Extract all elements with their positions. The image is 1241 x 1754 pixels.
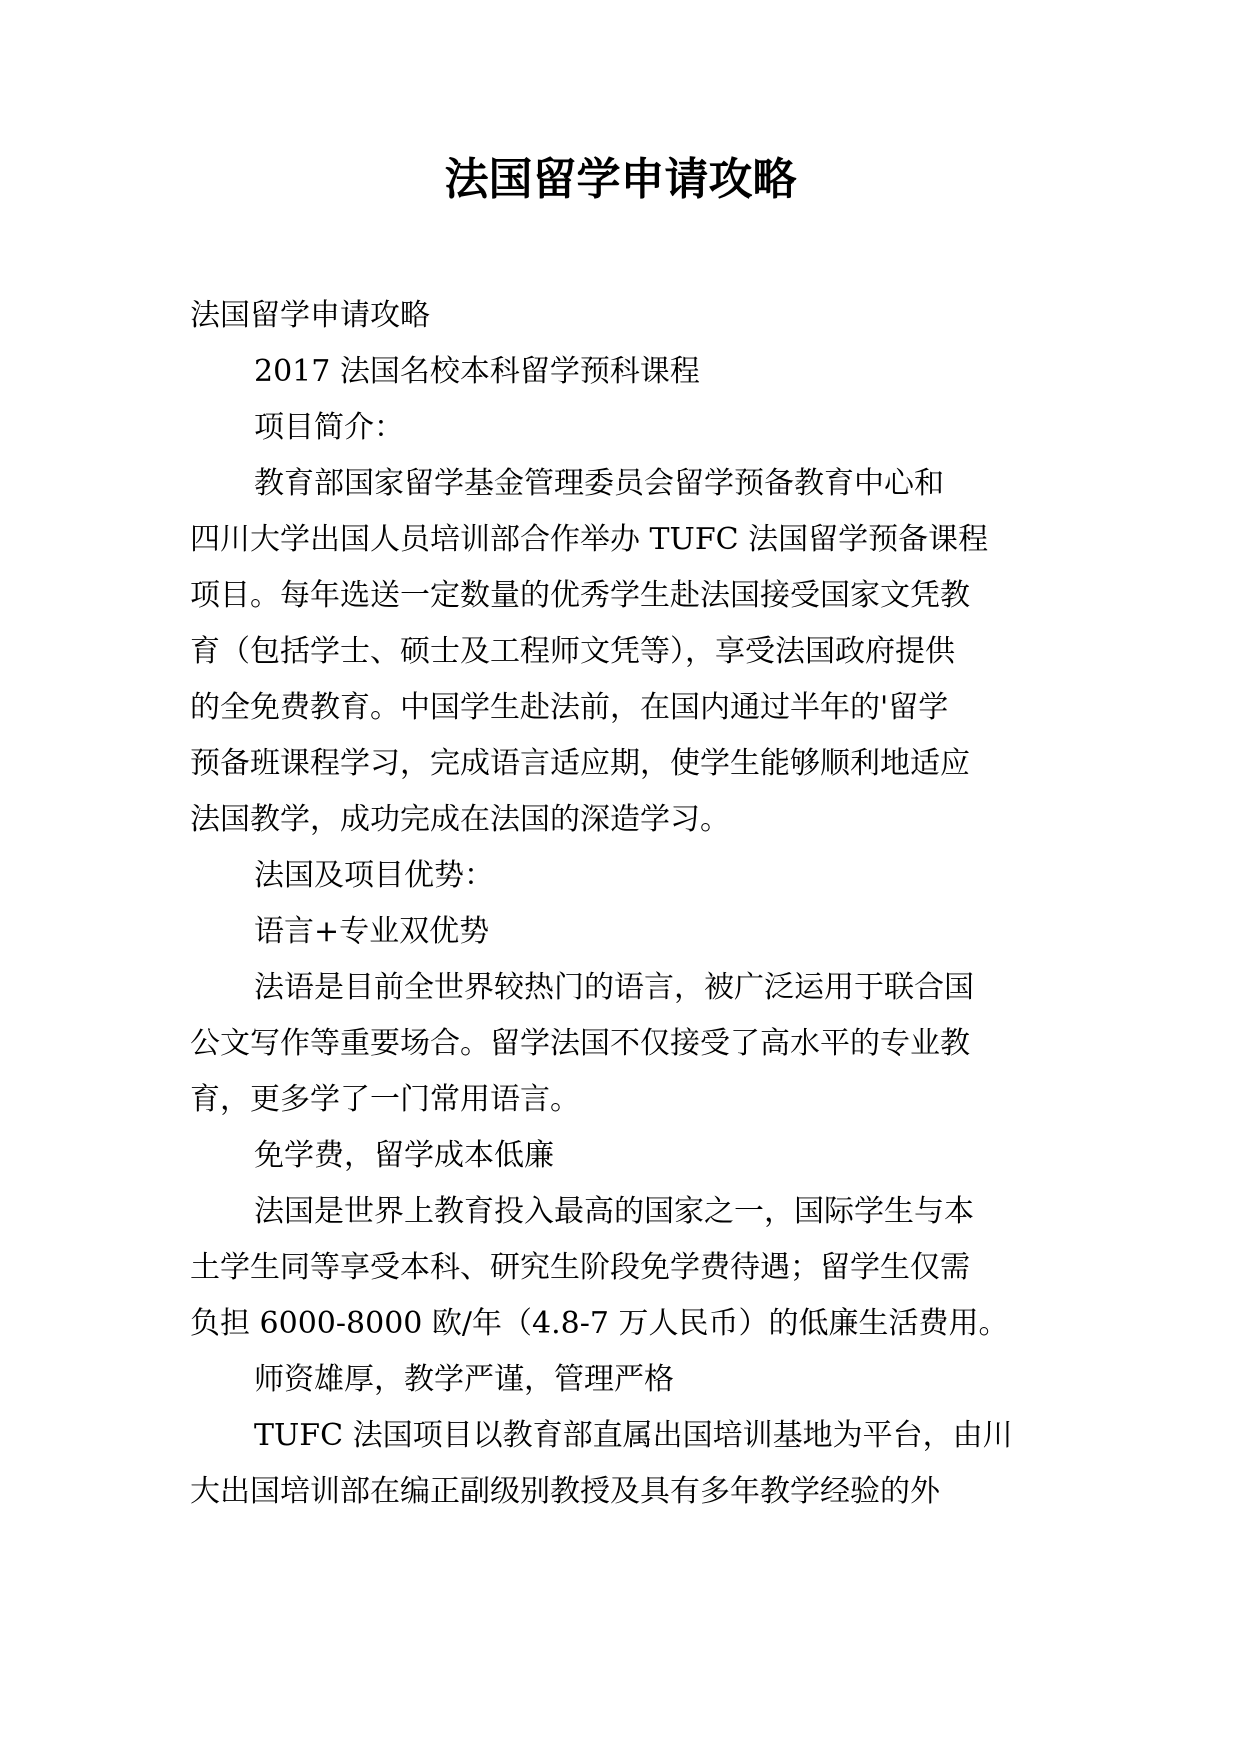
body-line-text: 2017 法国名校本科留学预科课程 <box>254 354 700 389</box>
body-line <box>190 512 1070 568</box>
body-line-text: 项目。每年选送一定数量的优秀学生赴法国接受国家文凭教 <box>190 578 970 613</box>
body-line <box>190 1072 1070 1128</box>
body-line-text: 四川大学出国人员培训部合作举办 TUFC 法国留学预备课程 <box>190 522 989 557</box>
body-line-text: 负担 6000-8000 欧/年（4.8-7 万人民币）的低廉生活费用。 <box>190 1306 1009 1341</box>
body-line <box>190 624 1070 680</box>
body-line <box>190 736 1070 792</box>
body-line <box>190 848 1070 904</box>
body-line-text: 项目简介： <box>254 410 404 445</box>
body-line-text: 法国留学申请攻略 <box>190 298 430 333</box>
body-line <box>190 904 1070 960</box>
body-line-text: 育，更多学了一门常用语言。 <box>190 1082 580 1117</box>
body-line <box>190 792 1070 848</box>
body-line <box>190 568 1070 624</box>
body-line <box>190 1352 1070 1408</box>
body-line-text: 大出国培训部在编正副级别教授及具有多年教学经验的外 <box>190 1474 940 1509</box>
body-line <box>190 288 1070 344</box>
body-line-text: 免学费，留学成本低廉 <box>254 1138 554 1173</box>
document-title: 法国留学申请攻略 <box>444 154 797 205</box>
body-line <box>190 1296 1070 1352</box>
body-line-text: 法国是世界上教育投入最高的国家之一，国际学生与本 <box>254 1194 974 1229</box>
body-line <box>190 1184 1070 1240</box>
body-line <box>190 1128 1070 1184</box>
body-line-text: 语言+专业双优势 <box>254 914 490 949</box>
body-line <box>190 344 1070 400</box>
body-line-text: TUFC 法国项目以教育部直属出国培训基地为平台，由川 <box>254 1418 1013 1453</box>
document-body <box>190 288 1070 1520</box>
body-line <box>190 960 1070 1016</box>
body-line <box>190 400 1070 456</box>
body-line-text: 师资雄厚，教学严谨，管理严格 <box>254 1362 674 1397</box>
body-line <box>190 1240 1070 1296</box>
body-line-text: 土学生同等享受本科、研究生阶段免学费待遇；留学生仅需 <box>190 1250 970 1285</box>
body-line <box>190 680 1070 736</box>
body-line <box>190 1408 1070 1464</box>
body-line-text: 法国及项目优势： <box>254 858 494 893</box>
body-line <box>190 456 1070 512</box>
body-line-text: 育（包括学士、硕士及工程师文凭等），享受法国政府提供 <box>190 634 955 669</box>
body-line <box>190 1464 1070 1520</box>
body-line-text: 的全免费教育。中国学生赴法前，在国内通过半年的'留学 <box>190 690 949 725</box>
body-line-text: 法语是目前全世界较热门的语言，被广泛运用于联合国 <box>254 970 974 1005</box>
body-line-text: 预备班课程学习，完成语言适应期，使学生能够顺利地适应 <box>190 746 970 781</box>
body-line-text: 公文写作等重要场合。留学法国不仅接受了高水平的专业教 <box>190 1026 970 1061</box>
body-line-text: 法国教学，成功完成在法国的深造学习。 <box>190 802 730 837</box>
body-line-text: 教育部国家留学基金管理委员会留学预备教育中心和 <box>254 466 944 501</box>
body-line <box>190 1016 1070 1072</box>
